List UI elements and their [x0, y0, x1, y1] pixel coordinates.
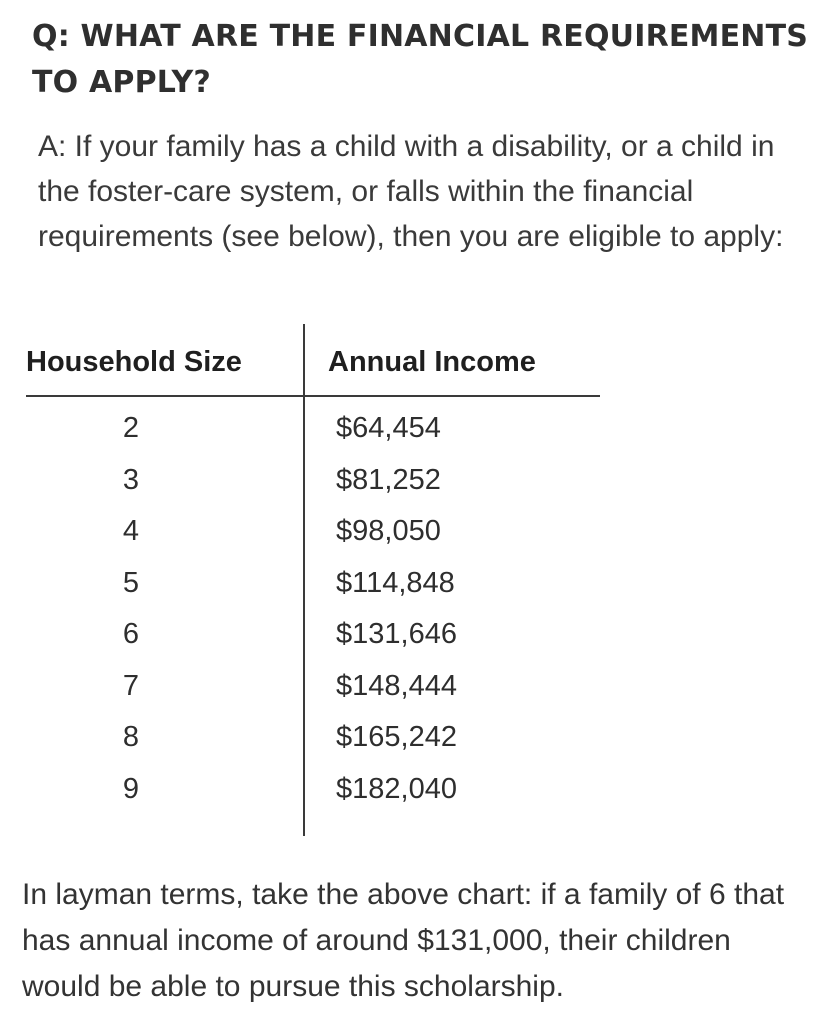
- annual-income-cell: $98,050: [336, 515, 441, 547]
- household-size-cell: 3: [122, 463, 140, 496]
- table-row: [26, 513, 600, 565]
- header-household-size: Household Size: [26, 346, 242, 378]
- annual-income-cell: $148,444: [336, 669, 457, 702]
- table-row: [26, 616, 600, 668]
- annual-income-cell: $64,454: [336, 412, 441, 444]
- household-size-cell: 4: [122, 515, 140, 547]
- table-row: [26, 719, 600, 771]
- household-size-cell: 6: [122, 618, 140, 650]
- annual-income-cell: $182,040: [336, 772, 457, 805]
- table-body: [26, 410, 600, 822]
- question-heading: Q: WHAT ARE THE FINANCIAL REQUIREMENTS TO APPLY?: [32, 19, 809, 100]
- household-size-cell: 5: [122, 566, 140, 599]
- table-row: [26, 668, 600, 720]
- annual-income-cell: $165,242: [336, 721, 457, 753]
- annual-income-cell: $81,252: [336, 463, 441, 496]
- header-annual-income: Annual Income: [328, 346, 536, 378]
- table-row: [26, 462, 600, 514]
- income-table: [26, 324, 600, 836]
- answer-paragraph: A: If your family has a child with a disability, or a child in the foster-care system, or falls within the financial requirements (see below), then you are eligible to apply:: [38, 130, 784, 253]
- table-row: [26, 565, 600, 617]
- annual-income-cell: $131,646: [336, 618, 457, 650]
- household-size-cell: 9: [122, 772, 140, 805]
- table-row: [26, 410, 600, 462]
- household-size-cell: 7: [122, 669, 140, 702]
- annual-income-cell: $114,848: [336, 566, 455, 599]
- household-size-cell: 8: [122, 721, 140, 753]
- household-size-cell: 2: [122, 412, 140, 444]
- layman-note: In layman terms, take the above chart: if a family of 6 that has annual income of around $131,000, their children would be able to pursue this scholarship.: [22, 878, 785, 1003]
- table-row: [26, 771, 600, 823]
- header-rule: [26, 395, 600, 397]
